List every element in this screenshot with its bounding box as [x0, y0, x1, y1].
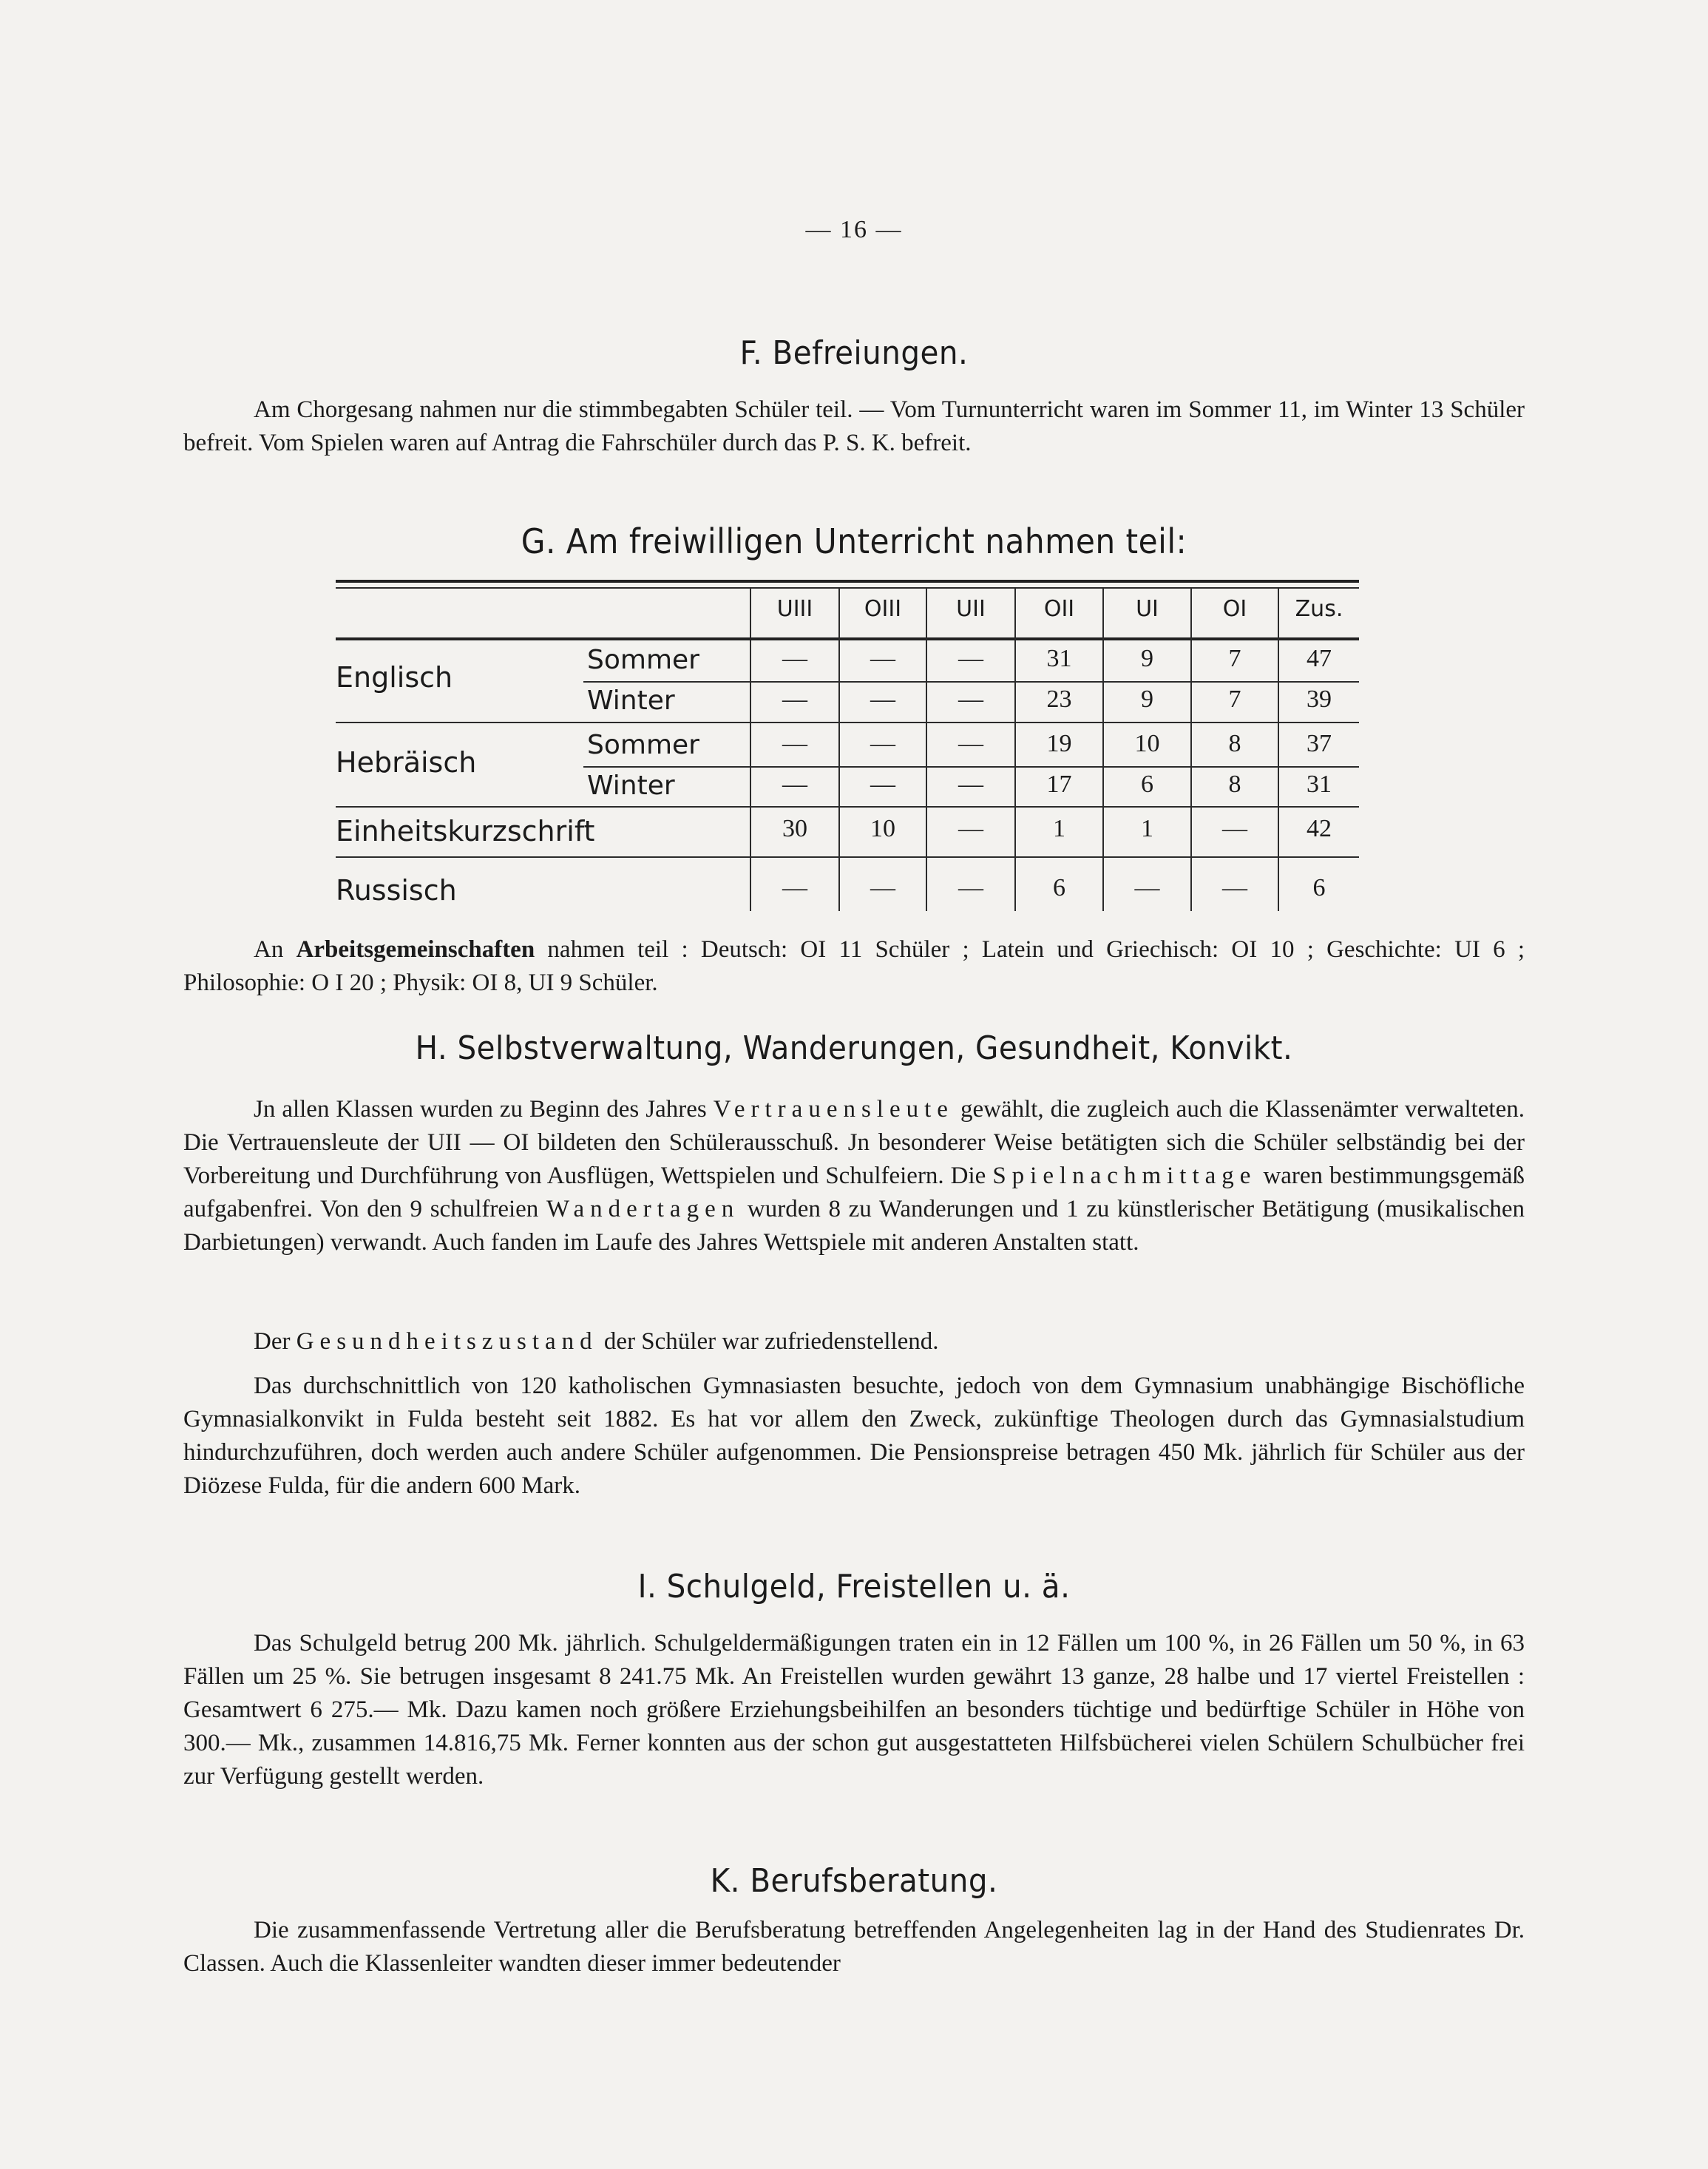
- table-cell: 7: [1228, 645, 1241, 672]
- row-separator: [583, 766, 1359, 768]
- row-label-term: Winter: [587, 686, 675, 716]
- section-h-paragraph-3: Das durchschnittlich von 120 katholischen Gymnasiasten besuchte, jedoch von dem Gymnasium unabhängige Bischöfliche Gymnasialkonvikt in Fulda besteht seit 1882. Es hat vor allem den Zweck, zukünftige Theologen durch das Gymnasialstudium hindurchzuführen, doch werden auch andere Schüler aufgenommen. Die Pensionspreise betragen 450 Mk. jährlich für Schüler aus der Diözese Fulda, für die andern 600 Mark.: [183, 1373, 1525, 1499]
- table-cell: 17: [1046, 771, 1072, 798]
- row-separator: [336, 806, 1359, 808]
- section-h-heading: H. Selbstverwaltung, Wanderungen, Gesundheit, Konvikt.: [415, 1029, 1293, 1067]
- table-cell: —: [958, 645, 983, 672]
- row-label-term: Winter: [587, 771, 675, 801]
- table-cell: 9: [1141, 645, 1153, 672]
- column-header: UI: [1136, 596, 1159, 622]
- table-cell: 42: [1307, 815, 1332, 842]
- column-header: UII: [956, 596, 986, 622]
- table-cell: 6: [1141, 771, 1153, 798]
- table-cell: —: [870, 645, 895, 672]
- table-cell: 10: [1134, 730, 1160, 757]
- table-cell: —: [870, 874, 895, 901]
- table-header-rule: [336, 637, 1359, 640]
- table-cell: 39: [1307, 686, 1332, 713]
- table-cell: —: [782, 771, 807, 798]
- table-cell: 23: [1046, 686, 1072, 713]
- section-i-paragraph: Das Schulgeld betrug 200 Mk. jährlich. Schulgeldermäßigungen traten ein in 12 Fällen um 100 %, in 26 Fällen um 50 %, in 63 Fällen um 25 %. Sie betrugen insgesamt 8 241.75 Mk. An Freistellen wurden gewährt 13 ganze, 28 halbe und 17 viertel Freistellen : Gesamtwert 6 275.— Mk. Dazu kamen noch größere Erziehungsbeihilfen an besonders tüchtige und bedürftige Schüler in Höhe von 300.— Mk., zusammen 14.816,75 Mk. Ferner konnten aus der schon gut ausgestatteten Hilfsbücherei vielen Schülern Schulbücher frei zur Verfügung gestellt werden.: [183, 1630, 1525, 1790]
- table-cell: —: [870, 730, 895, 757]
- table-cell: —: [1222, 874, 1247, 901]
- table-cell: 30: [782, 815, 807, 842]
- column-header: OI: [1222, 596, 1247, 622]
- column-header: OIII: [864, 596, 902, 622]
- table-cell: —: [782, 686, 807, 713]
- table-cell: 19: [1046, 730, 1072, 757]
- table-cell: 47: [1307, 645, 1332, 672]
- table-cell: 8: [1228, 771, 1241, 798]
- table-cell: —: [958, 815, 983, 842]
- table-cell: —: [958, 686, 983, 713]
- table-cell: —: [958, 874, 983, 901]
- column-header: OII: [1043, 596, 1075, 622]
- row-separator: [336, 722, 1359, 723]
- section-i-heading: I. Schulgeld, Freistellen u. ä.: [637, 1568, 1071, 1605]
- section-h-paragraph-2: Der Gesundheitszustand der Schüler war zufriedenstellend.: [254, 1328, 939, 1355]
- row-label-term: Sommer: [587, 645, 699, 675]
- row-label-subject: Hebräisch: [336, 746, 477, 779]
- section-g-heading: G. Am freiwilligen Unterricht nahmen teil:: [521, 521, 1187, 561]
- table-cell: 31: [1046, 645, 1072, 672]
- table-cell: —: [958, 730, 983, 757]
- table-cell: 1: [1141, 815, 1153, 842]
- page-number: — 16 —: [805, 216, 903, 243]
- table-cell: —: [870, 771, 895, 798]
- row-label-subject: Russisch: [336, 874, 457, 907]
- table-cell: 6: [1312, 874, 1326, 901]
- section-k-heading: K. Berufsberatung.: [710, 1862, 998, 1900]
- row-label-subject: Einheitskurzschrift: [336, 815, 595, 847]
- table-cell: 6: [1053, 874, 1065, 901]
- row-label-subject: Englisch: [336, 661, 453, 694]
- row-separator: [583, 681, 1359, 683]
- column-header: UIII: [776, 596, 813, 622]
- arbeitsgemeinschaften-paragraph: An Arbeitsgemeinschaften nahmen teil : Deutsch: OI 11 Schüler ; Latein und Griechisch: OI 10 ; Geschichte: UI 6 ; Philosophie: O I 20 ; Physik: OI 8, UI 9 Schüler.: [183, 936, 1525, 996]
- section-k-paragraph: Die zusammenfassende Vertretung aller die Berufsberatung betreffenden Angelegenheiten lag in der Hand des Studienrates Dr. Classen. Auch die Klassenleiter wandten dieser immer bedeutender: [183, 1917, 1525, 1977]
- section-h-paragraph-1: Jn allen Klassen wurden zu Beginn des Jahres Vertrauensleute gewählt, die zugleich auch die Klassenämter verwalteten. Die Vertrauensleute der UII — OI bildeten den Schülerausschuß. Jn besonderer Weise betätigten sich die Schüler selbständig bei der Vorbereitung und Durchführung von Ausflügen, Wettspielen und Schulfeiern. Die Spielnachmittage waren bestimmungsgemäß aufgabenfrei. Von den 9 schulfreien Wandertagen wurden 8 zu Wanderungen und 1 zu künstlerischer Betätigung (musikalischen Darbietungen) verwandt. Auch fanden im Laufe des Jahres Wettspiele mit anderen Anstalten statt.: [183, 1096, 1525, 1256]
- table-cell: 1: [1053, 815, 1065, 842]
- table-cell: 37: [1307, 730, 1332, 757]
- row-label-term: Sommer: [587, 730, 699, 760]
- table-cell: —: [782, 730, 807, 757]
- table-top-rule: [336, 580, 1359, 583]
- table-cell: —: [1222, 815, 1247, 842]
- section-f-paragraph: Am Chorgesang nahmen nur die stimmbegabten Schüler teil. — Vom Turnunterricht waren im Sommer 11, im Winter 13 Schüler befreit. Vom Spielen waren auf Antrag die Fahrschüler durch das P. S. K. befreit.: [183, 396, 1525, 456]
- section-f-heading: F. Befreiungen.: [739, 334, 969, 372]
- row-separator: [336, 856, 1359, 858]
- table-cell: —: [958, 771, 983, 798]
- column-header: Zus.: [1295, 596, 1343, 622]
- table-cell: 7: [1228, 686, 1241, 713]
- table-cell: 31: [1307, 771, 1332, 798]
- table-cell: 10: [870, 815, 895, 842]
- table-cell: —: [870, 686, 895, 713]
- table-cell: 9: [1141, 686, 1153, 713]
- table-top-rule-thin: [336, 587, 1359, 589]
- table-cell: —: [782, 645, 807, 672]
- table-cell: —: [1134, 874, 1160, 901]
- table-cell: 8: [1228, 730, 1241, 757]
- table-cell: —: [782, 874, 807, 901]
